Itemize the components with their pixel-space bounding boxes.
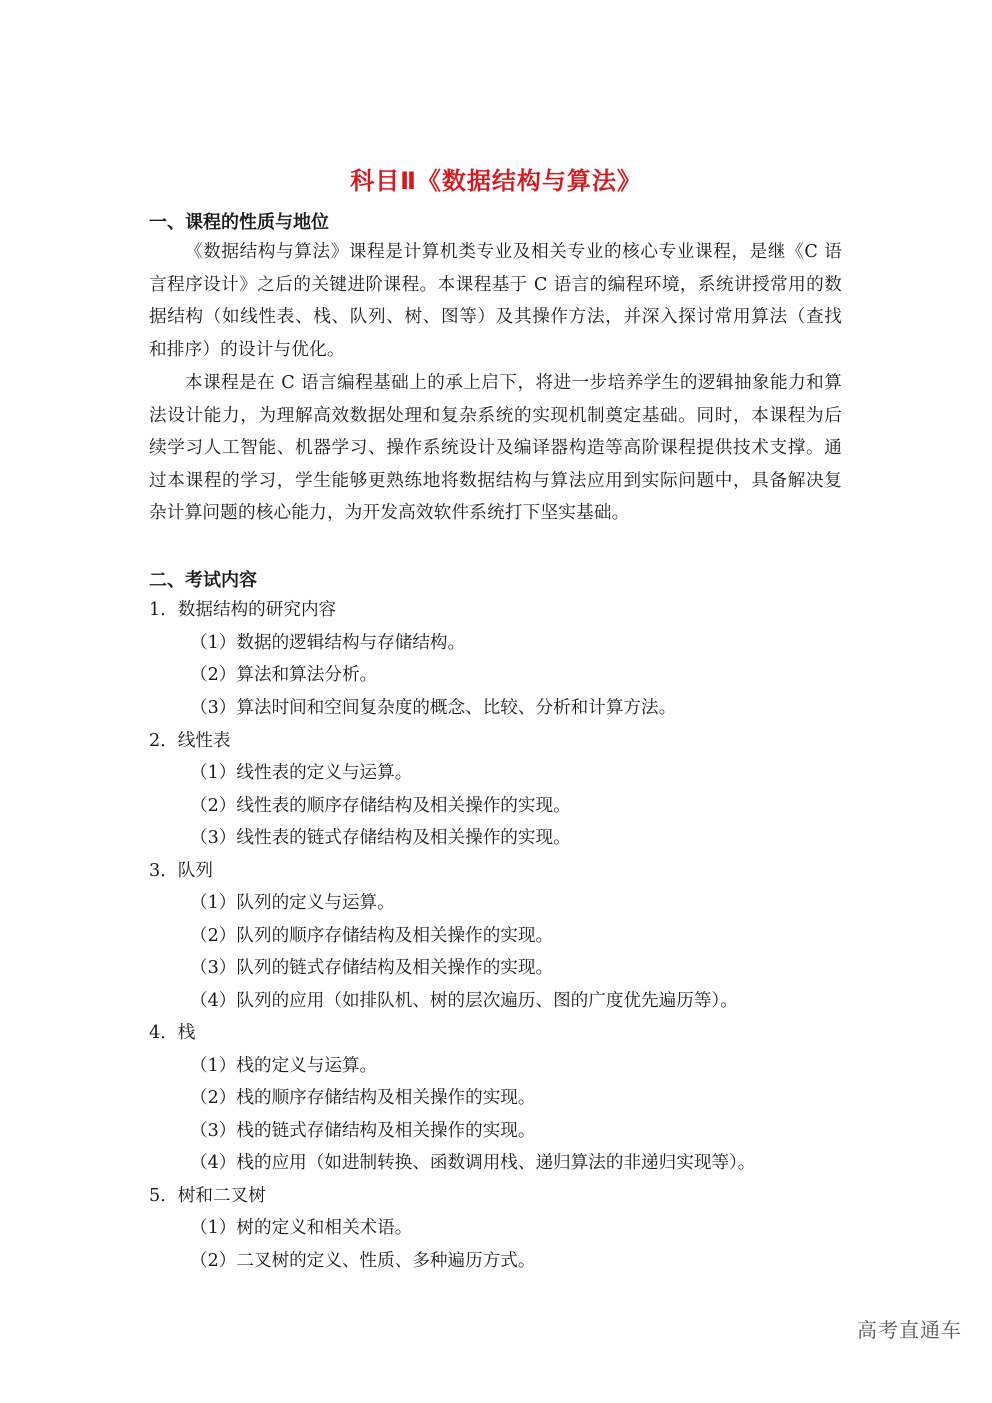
list-group-title: 1．数据结构的研究内容 [149, 600, 337, 620]
list-item: （3）线性表的链式存储结构及相关操作的实现。 [190, 828, 571, 848]
list-item: （1）栈的定义与运算。 [190, 1056, 378, 1076]
paragraph-course-role: 本课程是在 C 语言编程基础上的承上启下，将进一步培养学生的逻辑抽象能力和算法设计能力，为理解高效数据处理和复杂系统的实现机制奠定基础。同时，本课程为后续学习人工智能、机器学习、操作系统设计及编译器构造等高阶课程提供技术支撑。通过本课程的学习，学生能够更熟练地将数据结构与算法应用到实际问题中，具备解决复杂计算问题的核心能力，为开发高效软件系统打下坚实基础。 [149, 373, 842, 523]
list-item: （3）栈的链式存储结构及相关操作的实现。 [190, 1121, 536, 1141]
section-heading-nature: 一、课程的性质与地位 [149, 212, 329, 233]
list-item: （1）数据的逻辑结构与存储结构。 [190, 633, 466, 653]
list-item: （1）线性表的定义与运算。 [190, 763, 413, 783]
list-group-title: 5．树和二叉树 [149, 1186, 266, 1206]
list-item: （3）算法时间和空间复杂度的概念、比较、分析和计算方法。 [190, 698, 677, 718]
list-item: （1）队列的定义与运算。 [190, 893, 395, 913]
paragraph-course-intro: 《数据结构与算法》课程是计算机类专业及相关专业的核心专业课程，是继《C 语言程序设计》之后的关键进阶课程。本课程基于 C 语言的编程环境，系统讲授常用的数据结构（如线性表、栈、队列、树、图等）及其操作方法，并深入探讨常用算法（查找和排序）的设计与优化。 [149, 242, 842, 360]
section-heading-exam-content: 二、考试内容 [149, 570, 257, 591]
list-group-title: 4．栈 [149, 1023, 196, 1043]
list-item: （2）二叉树的定义、性质、多种遍历方式。 [190, 1251, 536, 1271]
list-item: （2）队列的顺序存储结构及相关操作的实现。 [190, 926, 554, 946]
list-item: （4）栈的应用（如进制转换、函数调用栈、递归算法的非递归实现等）。 [190, 1153, 756, 1173]
list-item: （2）栈的顺序存储结构及相关操作的实现。 [190, 1088, 536, 1108]
watermark-text: 高考直通车 [857, 1318, 962, 1342]
list-item: （2）线性表的顺序存储结构及相关操作的实现。 [190, 796, 571, 816]
list-item: （2）算法和算法分析。 [190, 665, 378, 685]
document-title: 科目Ⅱ《数据结构与算法》 [350, 167, 642, 195]
list-group-title: 3．队列 [149, 861, 213, 881]
list-item: （4）队列的应用（如排队机、树的层次遍历、图的广度优先遍历等）。 [190, 991, 738, 1011]
list-group-title: 2．线性表 [149, 731, 231, 751]
list-item: （3）队列的链式存储结构及相关操作的实现。 [190, 958, 554, 978]
list-item: （1）树的定义和相关术语。 [190, 1218, 413, 1238]
